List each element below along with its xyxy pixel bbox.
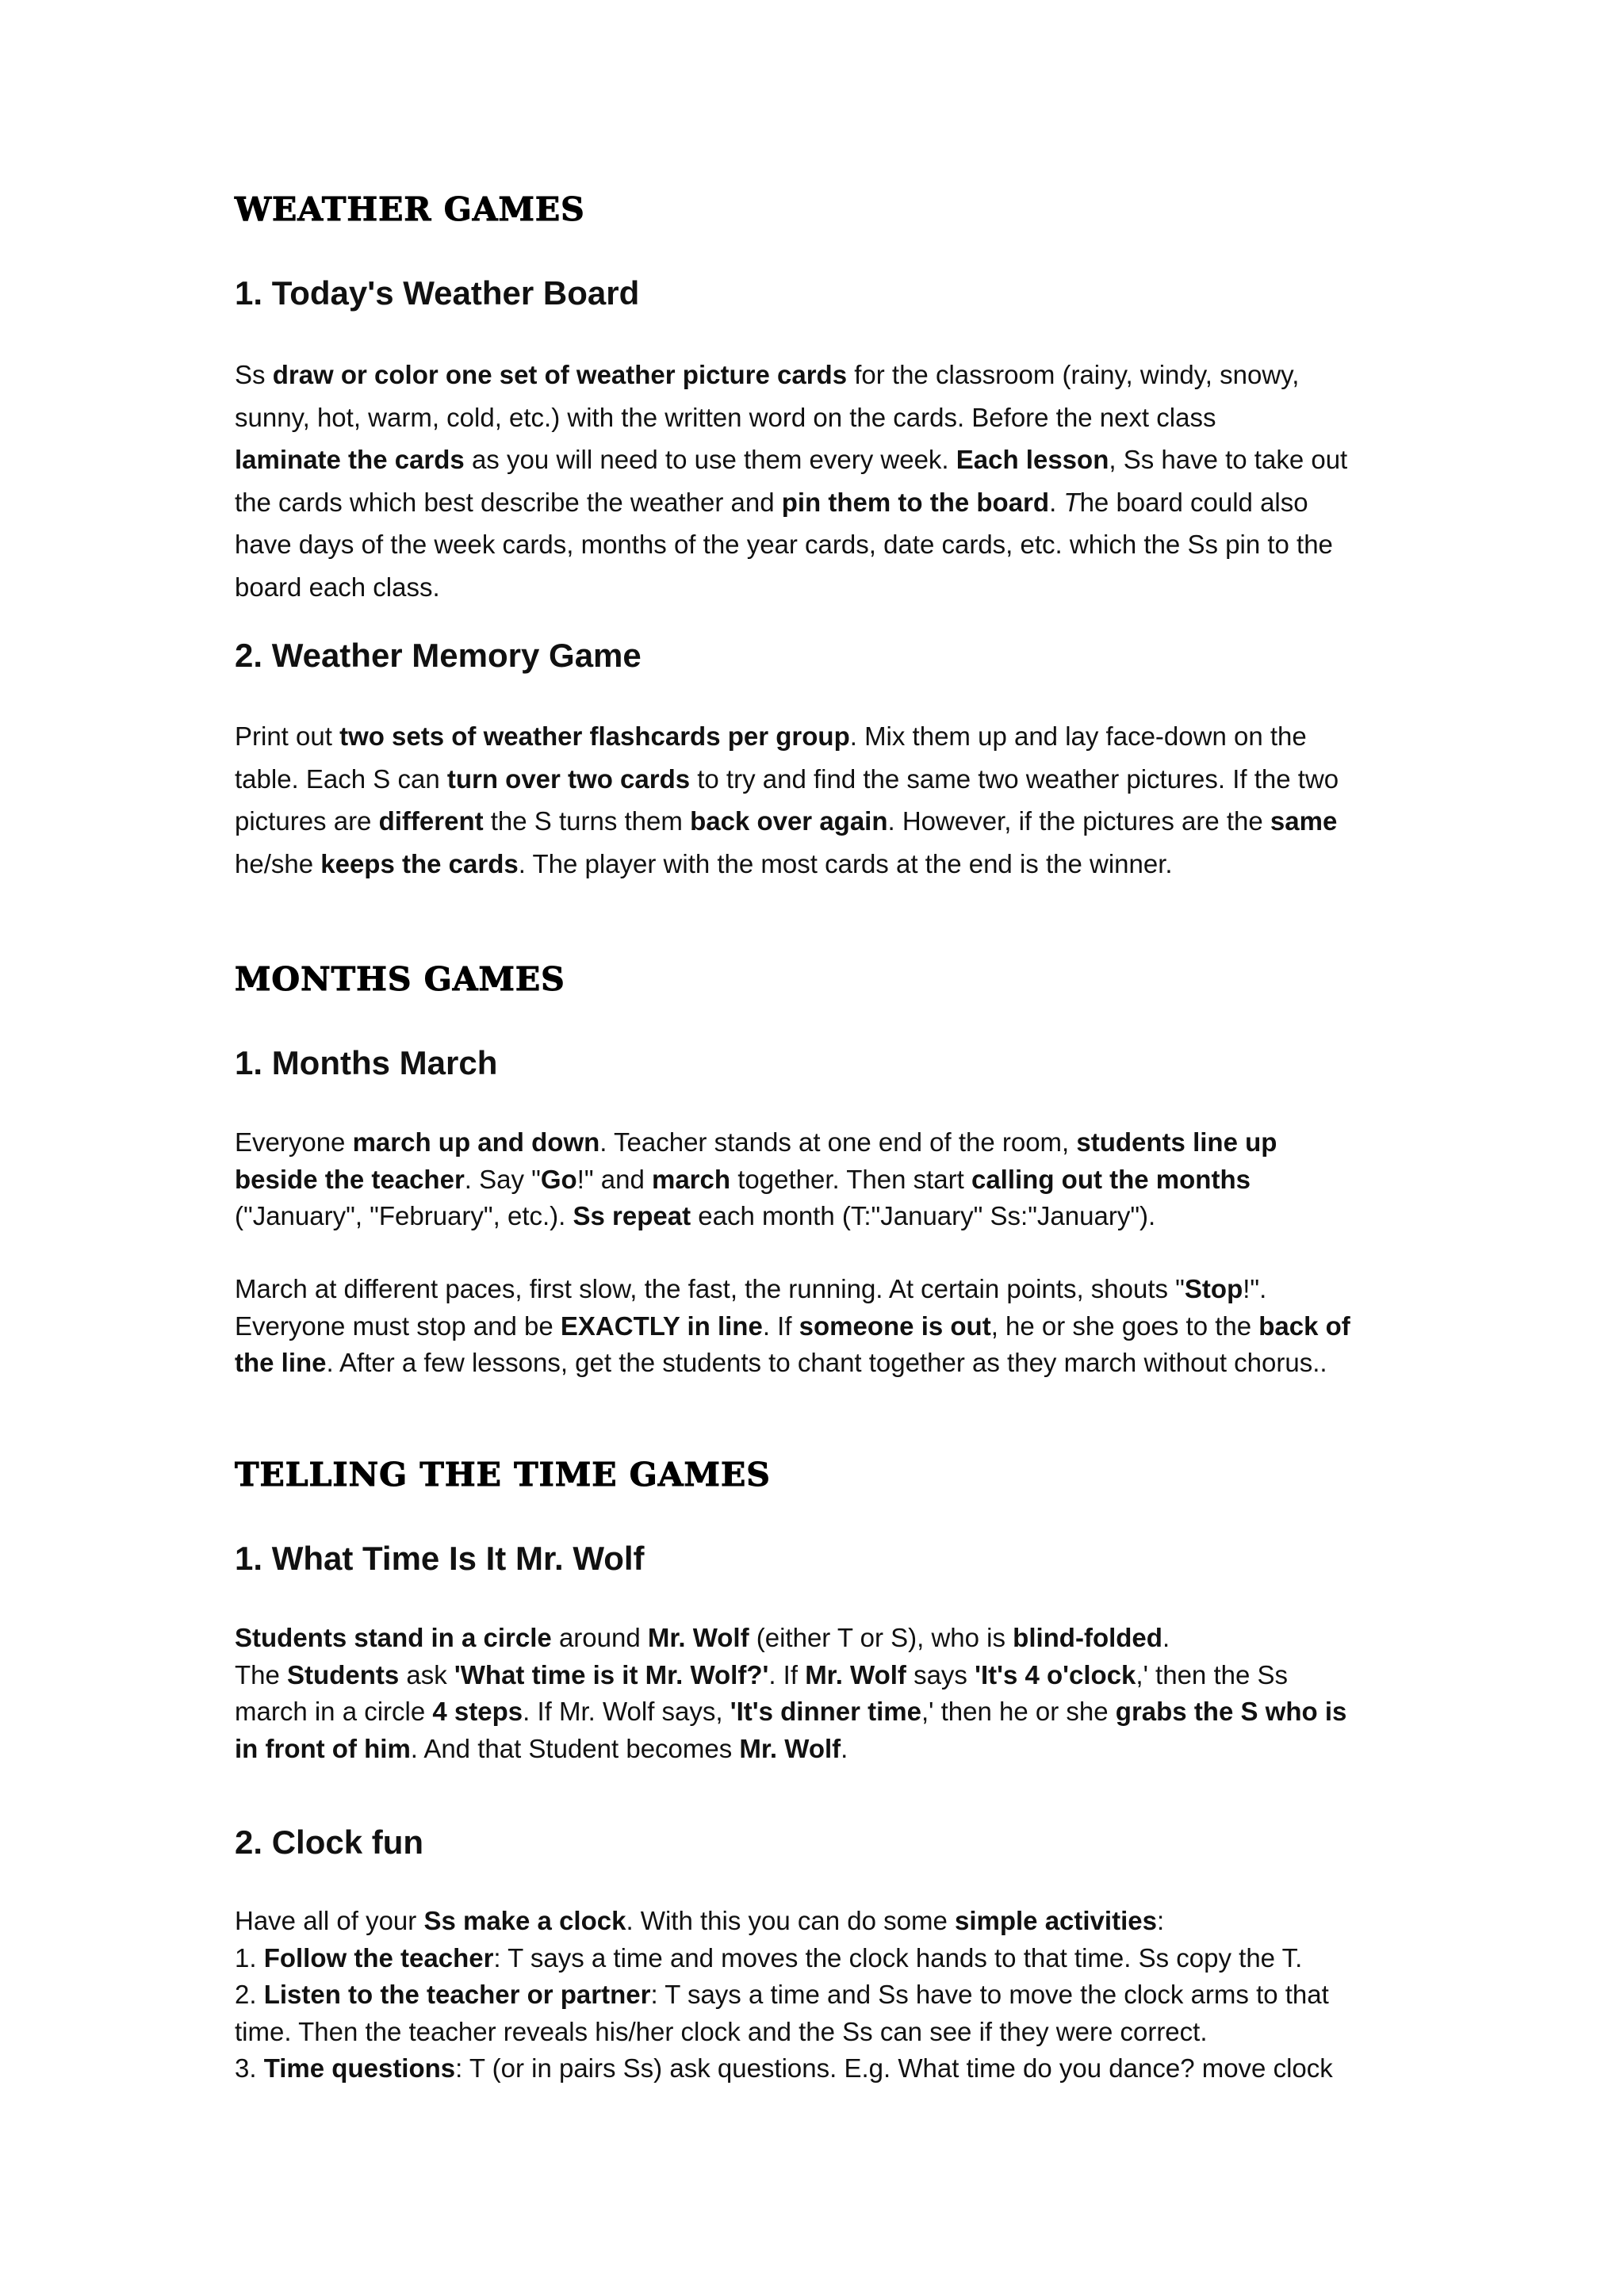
text-run: each month (T:"January" Ss:"January").: [691, 1201, 1156, 1230]
text-line: [235, 566, 1416, 609]
text-run: he/she: [235, 848, 321, 878]
bold-text: 'It's 4 o'clock: [975, 1659, 1136, 1689]
text-line: [235, 1620, 1416, 1657]
text-line: [235, 354, 1416, 396]
text-run: as you will need to use them every week.: [464, 445, 956, 474]
text-run: : T says a time and moves the clock hands to that time. Ss copy the T.: [493, 1942, 1303, 1973]
text-run: , he or she goes to the: [990, 1311, 1259, 1341]
text-run: 3.: [235, 2053, 264, 2083]
text-run: to try and find the same two weather pictures. If the two: [690, 763, 1339, 794]
text-line: [235, 715, 1416, 758]
text-run: says: [906, 1659, 975, 1689]
bold-text: simple activities: [954, 1906, 1157, 1935]
bold-text: grabs the S who is: [1115, 1697, 1347, 1726]
text-line: [235, 438, 1416, 481]
bold-text: march up and down: [352, 1127, 600, 1157]
bold-text: EXACTLY in line: [560, 1311, 763, 1341]
game-title-weather-memory-game: 2. Weather Memory Game: [235, 637, 642, 674]
bold-text: march: [651, 1164, 731, 1194]
text-line: [235, 523, 1416, 566]
game-title-clock-fun: 2. Clock fun: [235, 1823, 424, 1861]
text-run: !" and: [576, 1164, 652, 1194]
text-run: the cards which best describe the weather and: [235, 487, 782, 517]
section-heading-weather-games: WEATHER GAMES: [235, 190, 585, 228]
game-title-what-time-is-it-mr-wolf: 1. What Time Is It Mr. Wolf: [235, 1540, 645, 1577]
text-run: . If: [762, 1311, 799, 1341]
bold-text: students line up: [1076, 1127, 1277, 1157]
text-run: board each class.: [235, 572, 440, 602]
bold-text: 4 steps: [432, 1697, 523, 1726]
bold-text: draw or color one set of weather picture cards: [272, 360, 848, 389]
bold-text: Ss repeat: [573, 1201, 691, 1230]
text-line: [235, 1124, 1416, 1161]
text-run: Everyone: [235, 1127, 353, 1157]
text-run: . Say ": [464, 1164, 541, 1194]
text-run: ,' then the Ss: [1136, 1659, 1288, 1689]
game-description-what-time-is-it-mr-wolf: [235, 1620, 1416, 1767]
bold-text: Stop: [1184, 1274, 1243, 1303]
text-run: . The player with the most cards at the end is the winner.: [518, 848, 1173, 878]
text-run: :: [1156, 1906, 1165, 1935]
text-line: [235, 800, 1416, 843]
text-line: [235, 1976, 1416, 2014]
text-line: [235, 1345, 1416, 1382]
text-line: [235, 481, 1416, 524]
text-line: [235, 1940, 1416, 1977]
bold-text: Each lesson: [956, 445, 1109, 474]
bold-text: Students stand in a circle: [235, 1623, 552, 1652]
game-description-months-march-part-2: [235, 1271, 1416, 1382]
text-run: March at different paces, first slow, the fast, the running. At certain points, shouts ": [235, 1274, 1185, 1303]
text-run: . Mix them up and lay face-down on the: [849, 721, 1307, 751]
text-run: Ss: [235, 360, 273, 389]
text-line: [235, 396, 1416, 439]
text-line: [235, 843, 1416, 886]
section-heading-months-games: MONTHS GAMES: [235, 960, 565, 998]
bold-text: keeps the cards: [320, 848, 519, 878]
bold-text: Students: [287, 1659, 400, 1689]
text-run: . And that Student becomes: [410, 1733, 740, 1763]
section-heading-telling-the-time-games: TELLING THE TIME GAMES: [235, 1456, 771, 1494]
text-run: . After a few lessons, get the students to chant together as they march without chorus..: [326, 1348, 1327, 1377]
text-run: 2.: [235, 1980, 264, 2009]
bold-text: laminate the cards: [235, 445, 465, 474]
text-run: : T says a time and Ss have to move the clock arms to that: [650, 1980, 1329, 2009]
text-run: he board could also: [1079, 487, 1308, 517]
bold-text: the line: [235, 1348, 327, 1377]
text-run: . Teacher stands at one end of the room,: [599, 1127, 1077, 1157]
text-run: table. Each S can: [235, 763, 447, 794]
text-run: The: [235, 1659, 288, 1689]
text-run: sunny, hot, warm, cold, etc.) with the written word on the cards. Before the next class: [235, 402, 1216, 432]
text-line: [235, 1308, 1416, 1345]
bold-text: Follow the teacher: [263, 1942, 494, 1973]
text-run: pictures are: [235, 806, 379, 836]
text-run: .: [1162, 1623, 1170, 1652]
text-run: around: [551, 1623, 648, 1652]
bold-text: calling out the months: [971, 1164, 1251, 1194]
bold-text: pin them to the board: [781, 487, 1050, 517]
bold-text: Ss make a clock: [423, 1906, 626, 1935]
text-run: Print out: [235, 721, 340, 751]
text-line: [235, 758, 1416, 801]
text-run: ask: [399, 1659, 454, 1689]
bold-text: different: [378, 806, 484, 836]
bold-text: Mr. Wolf: [647, 1623, 749, 1652]
text-run: ,' then he or she: [921, 1697, 1116, 1726]
text-run: : T (or in pairs Ss) ask questions. E.g. What time do you dance? move clock: [455, 2053, 1333, 2083]
italic-text: T: [1063, 487, 1080, 517]
bold-text: two sets of weather flashcards per group: [339, 721, 850, 751]
bold-text: back over again: [690, 806, 888, 836]
bold-text: turn over two cards: [446, 763, 691, 794]
game-description-todays-weather-board: [235, 354, 1416, 608]
text-run: !".: [1243, 1274, 1267, 1303]
game-description-weather-memory-game: [235, 715, 1416, 885]
text-run: (either T or S), who is: [749, 1623, 1013, 1652]
text-run: . If: [768, 1659, 806, 1689]
game-title-months-march: 1. Months March: [235, 1044, 498, 1081]
text-line: [235, 1903, 1416, 1940]
bold-text: 'It's dinner time: [730, 1697, 921, 1726]
bold-text: someone is out: [799, 1311, 991, 1341]
text-run: Have all of your: [235, 1906, 424, 1935]
bold-text: blind-folded: [1013, 1623, 1162, 1652]
text-run: march in a circle: [235, 1697, 433, 1726]
text-line: [235, 2050, 1416, 2087]
game-description-clock-fun: [235, 1903, 1416, 2087]
text-run: ("January", "February", etc.).: [235, 1201, 573, 1230]
bold-text: Go: [540, 1164, 577, 1194]
bold-text: in front of him: [235, 1733, 411, 1763]
bold-text: same: [1270, 806, 1338, 836]
text-line: [235, 1657, 1416, 1694]
text-run: the S turns them: [483, 806, 691, 836]
text-line: [235, 1161, 1416, 1199]
text-run: .: [841, 1733, 848, 1763]
bold-text: Time questions: [263, 2053, 456, 2083]
text-run: time. Then the teacher reveals his/her clock and the Ss can see if they were correct.: [235, 2016, 1208, 2046]
text-run: . If Mr. Wolf says,: [523, 1697, 730, 1726]
game-description-months-march-part-1: [235, 1124, 1416, 1235]
text-line: [235, 1693, 1416, 1731]
bold-text: 'What time is it Mr. Wolf?': [454, 1659, 769, 1689]
text-run: 1.: [235, 1942, 264, 1973]
text-run: Everyone must stop and be: [235, 1311, 561, 1341]
bold-text: Listen to the teacher or partner: [263, 1980, 651, 2009]
text-run: , Ss have to take out: [1109, 445, 1348, 474]
text-run: for the classroom (rainy, windy, snowy,: [847, 360, 1300, 389]
bold-text: Mr. Wolf: [739, 1733, 841, 1763]
text-line: [235, 2014, 1416, 2051]
text-run: together. Then start: [730, 1164, 971, 1194]
text-line: [235, 1731, 1416, 1768]
bold-text: back of: [1258, 1311, 1350, 1341]
text-line: [235, 1198, 1416, 1235]
bold-text: beside the teacher: [235, 1164, 465, 1194]
text-run: . However, if the pictures are the: [887, 806, 1270, 836]
bold-text: Mr. Wolf: [805, 1659, 906, 1689]
game-title-todays-weather-board: 1. Today's Weather Board: [235, 274, 640, 312]
text-run: .: [1049, 487, 1064, 517]
text-run: have days of the week cards, months of the year cards, date cards, etc. which the Ss pin to the: [235, 530, 1333, 559]
text-run: . With this you can do some: [626, 1906, 955, 1935]
text-line: [235, 1271, 1416, 1308]
